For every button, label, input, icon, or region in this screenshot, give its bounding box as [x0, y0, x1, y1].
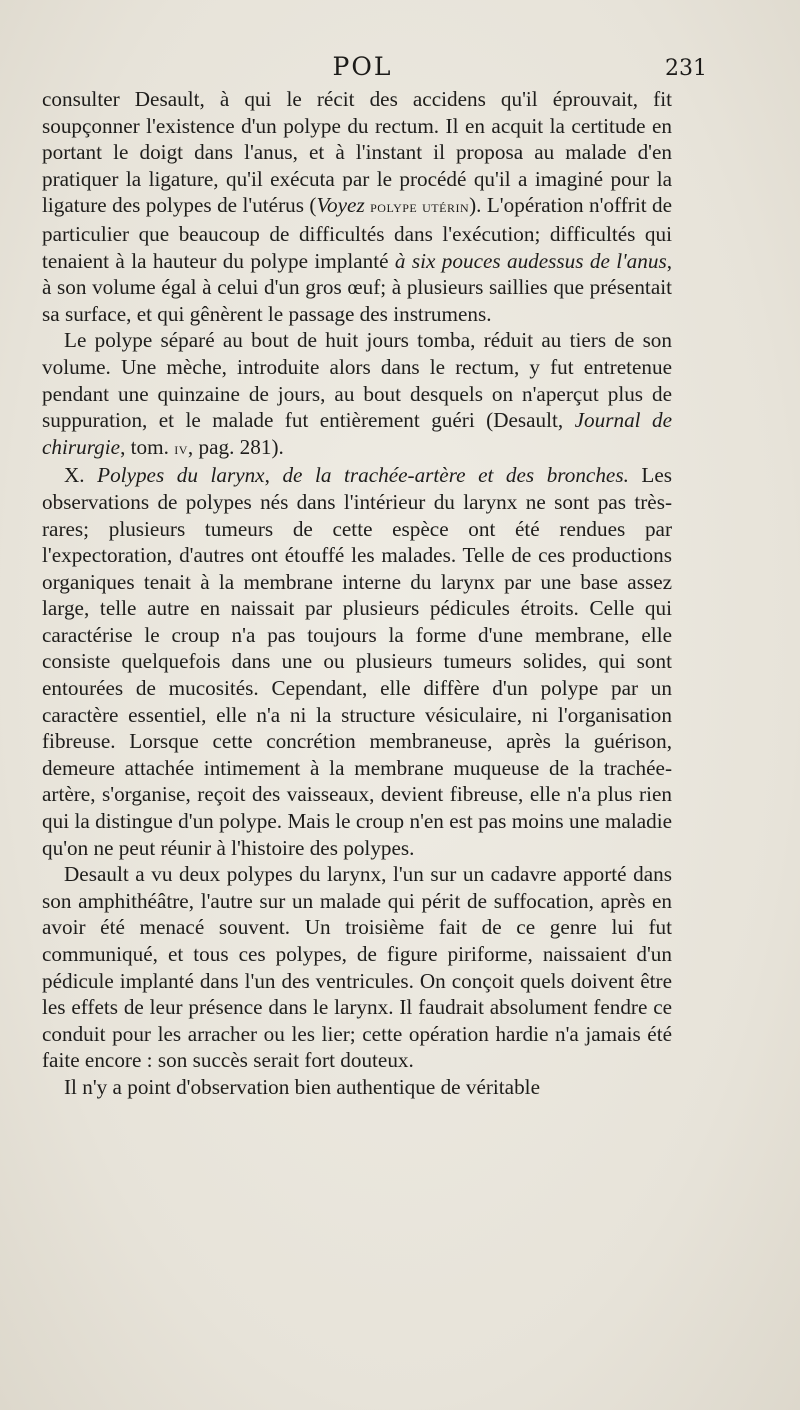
paragraph-3	[42, 462, 672, 861]
running-head: POL	[332, 52, 393, 81]
text-segment: iv	[174, 438, 188, 458]
text-segment: consulter Desault, à qui le récit des accidens qu'il éprouvait, fit soupçonner l'existence d'un polype du rectum. Il en acquit la certitude en portant le doigt dans l'anus, et à l'instant il proposa au malade d'en pratiquer la ligature, qu'il exécuta par le procédé qu'il a imaginé pour la ligature des polypes de l'utérus (	[42, 87, 672, 218]
text-segment: X.	[64, 463, 98, 488]
paragraph-2	[42, 327, 672, 462]
text-segment: ,	[264, 463, 283, 488]
page-number: 231	[665, 56, 707, 81]
text-segment: Desault a vu deux polypes du larynx, l'un sur un cadavre apporté dans son amphithéâtre, l'autre sur un malade qui périt de suffocation, après en avoir été menacé souvent. Un troisième fait de ce genre lui fut communiqué, et tous ces polypes, de figure piriforme, naissaient d'un pédicule implanté dans l'un des ventricules. On conçoit quels doivent être les effets de leur présence dans le larynx. Il faudrait absolument fendre ce conduit pour les arracher ou les lier; cette opération hardie n'a jamais été faite encore : son succès serait fort douteux.	[42, 862, 672, 1073]
text-segment: Voyez	[316, 193, 365, 218]
paragraph-4	[42, 861, 672, 1074]
text-segment: à six pouces audessus de l'anus	[394, 248, 667, 273]
body-text	[42, 86, 672, 1101]
text-segment: Polypes du larynx	[97, 463, 265, 488]
text-segment: Il n'y a point d'observation bien authentique de véritable	[64, 1074, 540, 1099]
paragraph-5	[42, 1074, 672, 1101]
text-segment: , pag. 281).	[187, 434, 284, 459]
text-segment: , tom.	[120, 434, 175, 459]
text-segment: de la trachée-artère et des bronches.	[282, 463, 629, 488]
text-segment: polype utérin	[370, 197, 470, 217]
text-segment: Les observations de polypes nés dans l'intérieur du larynx ne sont pas très-rares; plusieurs tumeurs de cette espèce ont été rendues par l'expectoration, d'autres ont étouffé les malades. Telle de ces productions organiques tenait à la membrane interne du larynx par une base assez large, telle autre en naissait par plusieurs pédicules étroits. Celle qui caractérise le croup n'a pas toujours la forme d'une membrane, elle consiste quelquefois dans une ou plusieurs tumeurs solides, qui sont entourées de mucosités. Cependant, elle diffère d'un polype par un caractère essentiel, elle n'a ni la structure vésiculaire, ni l'organisation fibreuse. Lorsque cette concrétion membraneuse, après la guérison, demeure attachée intimement à la membrane muqueuse de la trachée-artère, s'organise, reçoit des vaisseaux, devient fibreuse, elle n'a plus rien qui la distingue d'un polype. Mais le croup n'en est pas moins une maladie qu'on ne peut réunir à l'histoire des polypes.	[42, 463, 673, 860]
text-segment: , à son volume égal à celui d'un gros œuf; à plusieurs saillies que présentait sa surface, et qui gênèrent le passage des instrumens.	[42, 248, 672, 326]
paragraph-1	[42, 86, 672, 327]
text-segment: Journal de chirurgie	[42, 408, 672, 459]
text-segment: ). L'opération n'offrit de particulier que beaucoup de difficultés dans l'exécution; difficultés qui tenaient à la hauteur du polype implanté	[42, 193, 673, 273]
text-segment: Le polype séparé au bout de huit jours tomba, réduit au tiers de son volume. Une mèche, introduite alors dans le rectum, y fut entretenue pendant une quinzaine de jours, au bout desquels on n'aperçut plus de suppuration, et le malade fut entièrement guéri (Desault,	[42, 328, 672, 433]
